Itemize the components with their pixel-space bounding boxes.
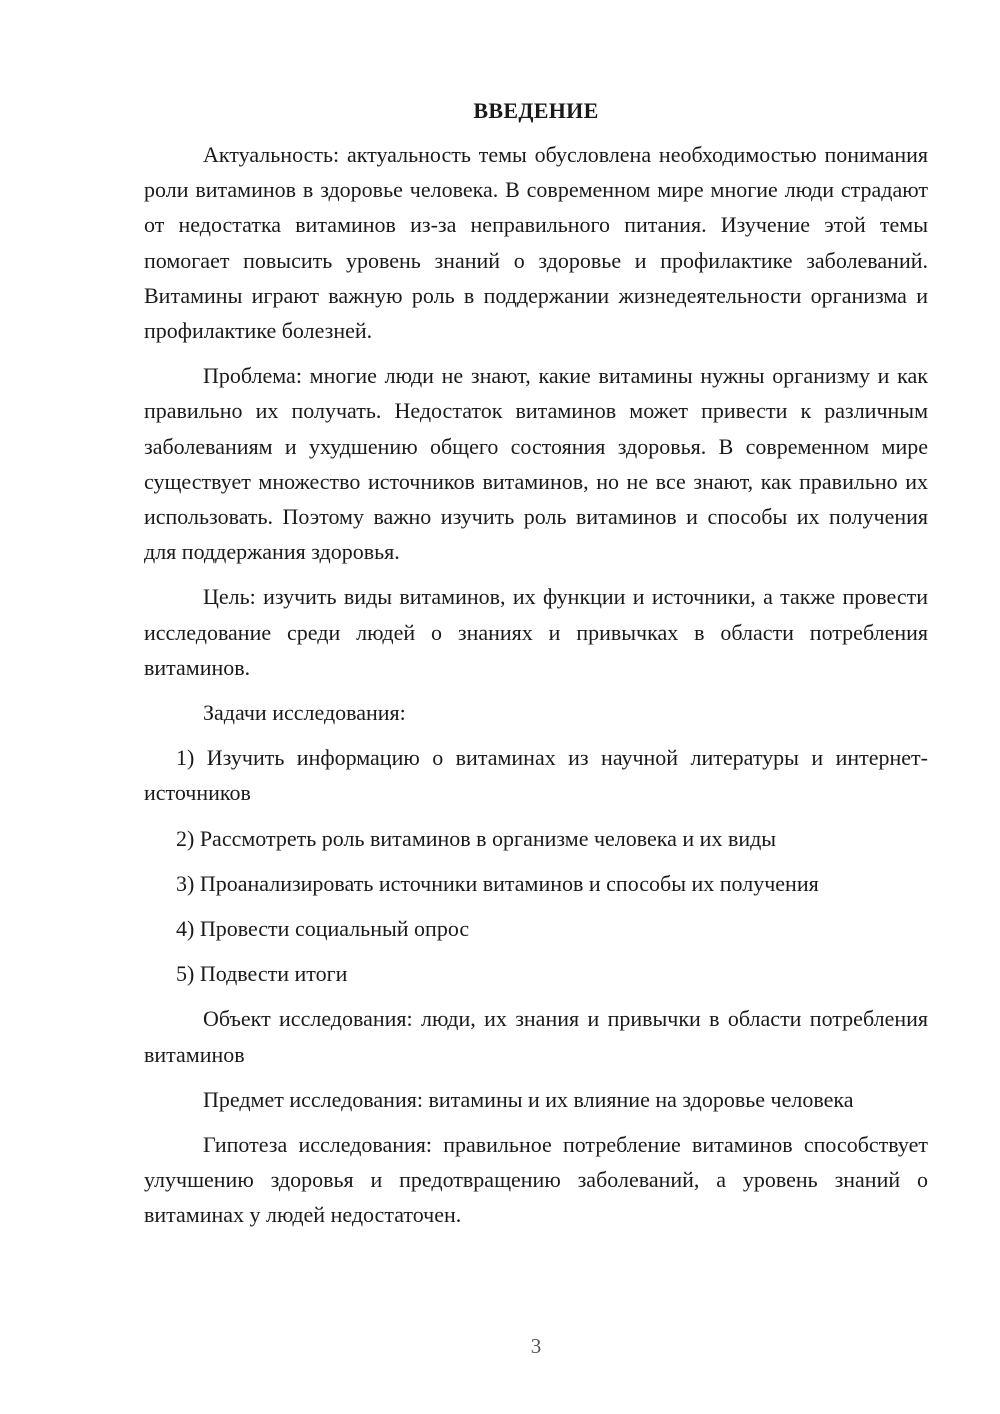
- subject-paragraph: Предмет исследования: витамины и их влияние на здоровье человека: [203, 1086, 854, 1112]
- task-item: 2) Рассмотреть роль витаминов в организме человека и их виды: [176, 825, 777, 851]
- object-paragraph: Объект исследования: люди, их знания и привычки в области потребления витаминов: [144, 1006, 928, 1067]
- task-item: 1) Изучить информацию о витаминах из научной литературы и интернет-источников: [144, 745, 928, 806]
- problem-paragraph: Проблема: многие люди не знают, какие витамины нужны организму и как правильно их получать. Недостаток витаминов может привести к различным заболеваниям и ухудшению общего состояния здоровья. В современном мире существует множество источников витаминов, но не все знают, как правильно их использовать. Поэтому важно изучить роль витаминов и способы их получения для поддержания здоровья.: [144, 363, 928, 565]
- task-item: 5) Подвести итоги: [176, 961, 348, 987]
- task-item: 4) Провести социальный опрос: [176, 916, 470, 942]
- relevance-paragraph: Актуальность: актуальность темы обусловлена необходимостью понимания роли витаминов в здоровье человека. В современном мире многие люди страдают от недостатка витаминов из-за неправильного питания. Изучение этой темы помогает повысить уровень знаний о здоровье и профилактике заболеваний. Витамины играют важную роль в поддержании жизнедеятельности организма и профилактике болезней.: [144, 142, 928, 344]
- section-title: ВВЕДЕНИЕ: [473, 98, 599, 123]
- page-number: 3: [530, 1334, 542, 1358]
- hypothesis-paragraph: Гипотеза исследования: правильное потребление витаминов способствует улучшению здоровья и предотвращению заболеваний, а уровень знаний о витаминах у людей недостаточен.: [144, 1132, 928, 1228]
- document-page: [144, 94, 928, 1233]
- task-item: 3) Проанализировать источники витаминов и способы их получения: [176, 870, 819, 896]
- goal-paragraph: Цель: изучить виды витаминов, их функции и источники, а также провести исследование среди людей о знаниях и привычках в области потребления витаминов.: [144, 584, 928, 680]
- tasks-heading: Задачи исследования:: [203, 700, 406, 726]
